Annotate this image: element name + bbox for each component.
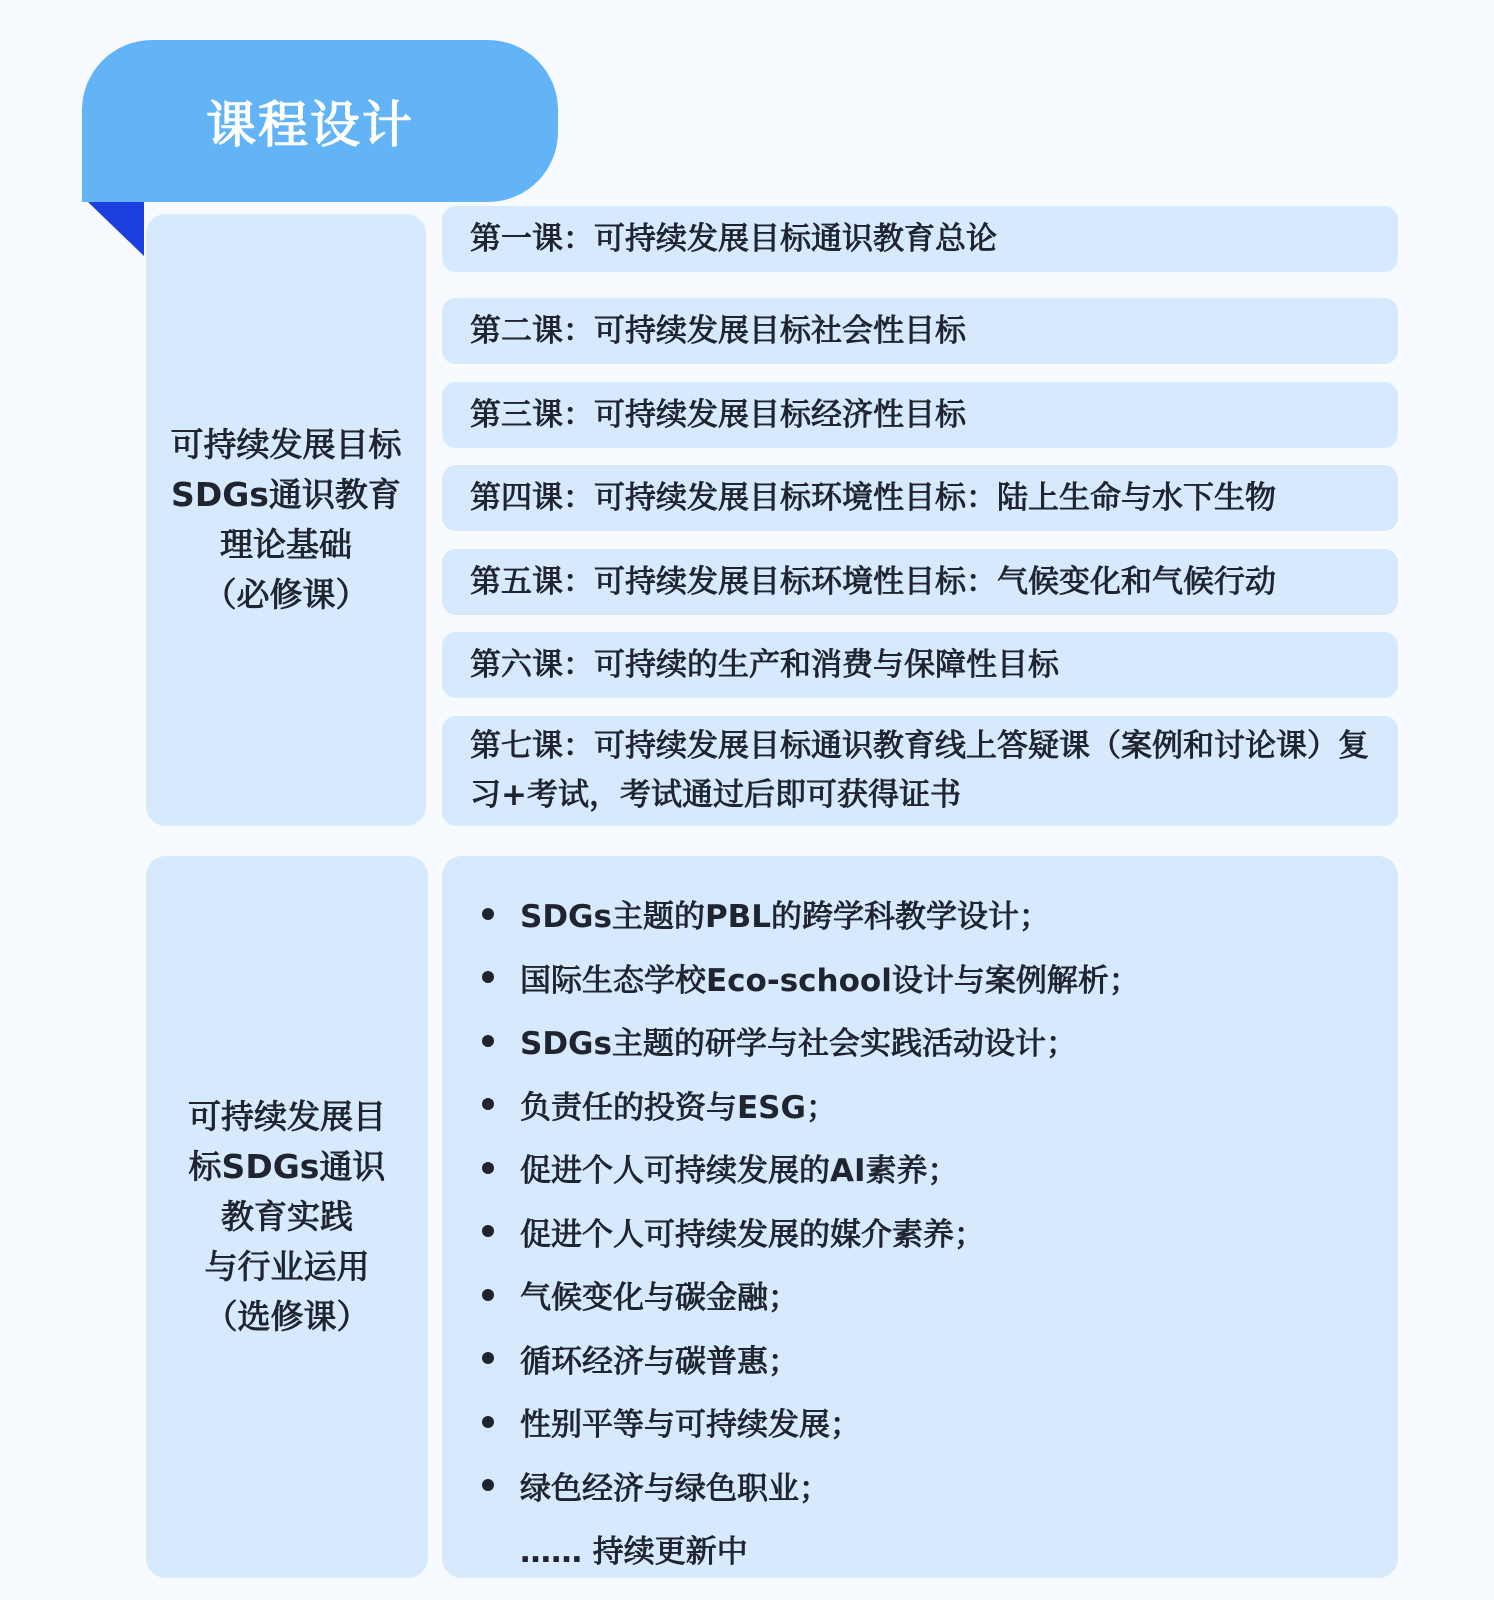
bullet-dot	[482, 1479, 494, 1491]
topic-text: 促进个人可持续发展的AI素养；	[520, 1153, 959, 1190]
required-category-panel	[146, 214, 426, 826]
topic-text: SDGs主题的研学与社会实践活动设计；	[520, 1026, 1077, 1063]
list-item	[482, 1390, 1398, 1454]
section-title-tab	[82, 40, 558, 202]
lesson-7: 第七课：可持续发展目标通识教育线上答疑课（案例和讨论课）复习+考试，考试通过后即可获得证书	[442, 716, 1398, 826]
elective-topic-list	[442, 856, 1398, 1581]
elective-category-label: 可持续发展目 标SDGs通识 教育实践 与行业运用 （选修课）	[188, 1097, 386, 1336]
bullet-dot	[482, 1352, 494, 1364]
bullet-dot	[482, 1289, 494, 1301]
list-item	[482, 1263, 1398, 1327]
list-item	[482, 1327, 1398, 1391]
list-item	[482, 1200, 1398, 1264]
bullet-dot	[482, 1416, 494, 1428]
topic-text: 国际生态学校Eco-school设计与案例解析；	[520, 962, 1140, 999]
list-item	[482, 946, 1398, 1010]
lesson-4: 第四课：可持续发展目标环境性目标：陆上生命与水下生物	[442, 465, 1398, 531]
list-item	[482, 882, 1398, 946]
bullet-dot	[482, 908, 494, 920]
elective-topics-panel	[442, 856, 1398, 1578]
bullet-dot	[482, 1162, 494, 1174]
list-item	[482, 1009, 1398, 1073]
topic-text: SDGs主题的PBL的跨学科教学设计；	[520, 899, 1051, 936]
required-category-label: 可持续发展目标 SDGs通识教育 理论基础 （必修课）	[170, 425, 402, 614]
lesson-5: 第五课：可持续发展目标环境性目标：气候变化和气候行动	[442, 549, 1398, 615]
title-tab-fold	[88, 202, 144, 256]
lesson-6: 第六课：可持续的生产和消费与保障性目标	[442, 632, 1398, 698]
topic-text: 气候变化与碳金融；	[520, 1280, 799, 1317]
list-item	[482, 1073, 1398, 1137]
elective-category-panel	[146, 856, 428, 1578]
list-item	[482, 1136, 1398, 1200]
list-item	[482, 1454, 1398, 1518]
bullet-dot	[482, 1225, 494, 1237]
bullet-dot	[482, 1098, 494, 1110]
topic-text: 负责任的投资与ESG；	[520, 1089, 837, 1126]
section-title: 课程设计	[206, 96, 414, 154]
topic-text: 绿色经济与绿色职业；	[520, 1470, 830, 1507]
lesson-2: 第二课：可持续发展目标社会性目标	[442, 298, 1398, 364]
bullet-dot	[482, 1035, 494, 1047]
bullet-dot	[482, 971, 494, 983]
topic-text: 促进个人可持续发展的媒介素养；	[520, 1216, 985, 1253]
lesson-1: 第一课：可持续发展目标通识教育总论	[442, 206, 1398, 272]
more-updating-note: …… 持续更新中	[520, 1534, 748, 1571]
lesson-3: 第三课：可持续发展目标经济性目标	[442, 382, 1398, 448]
topic-text: 性别平等与可持续发展；	[520, 1407, 861, 1444]
topic-text: 循环经济与碳普惠；	[520, 1343, 799, 1380]
